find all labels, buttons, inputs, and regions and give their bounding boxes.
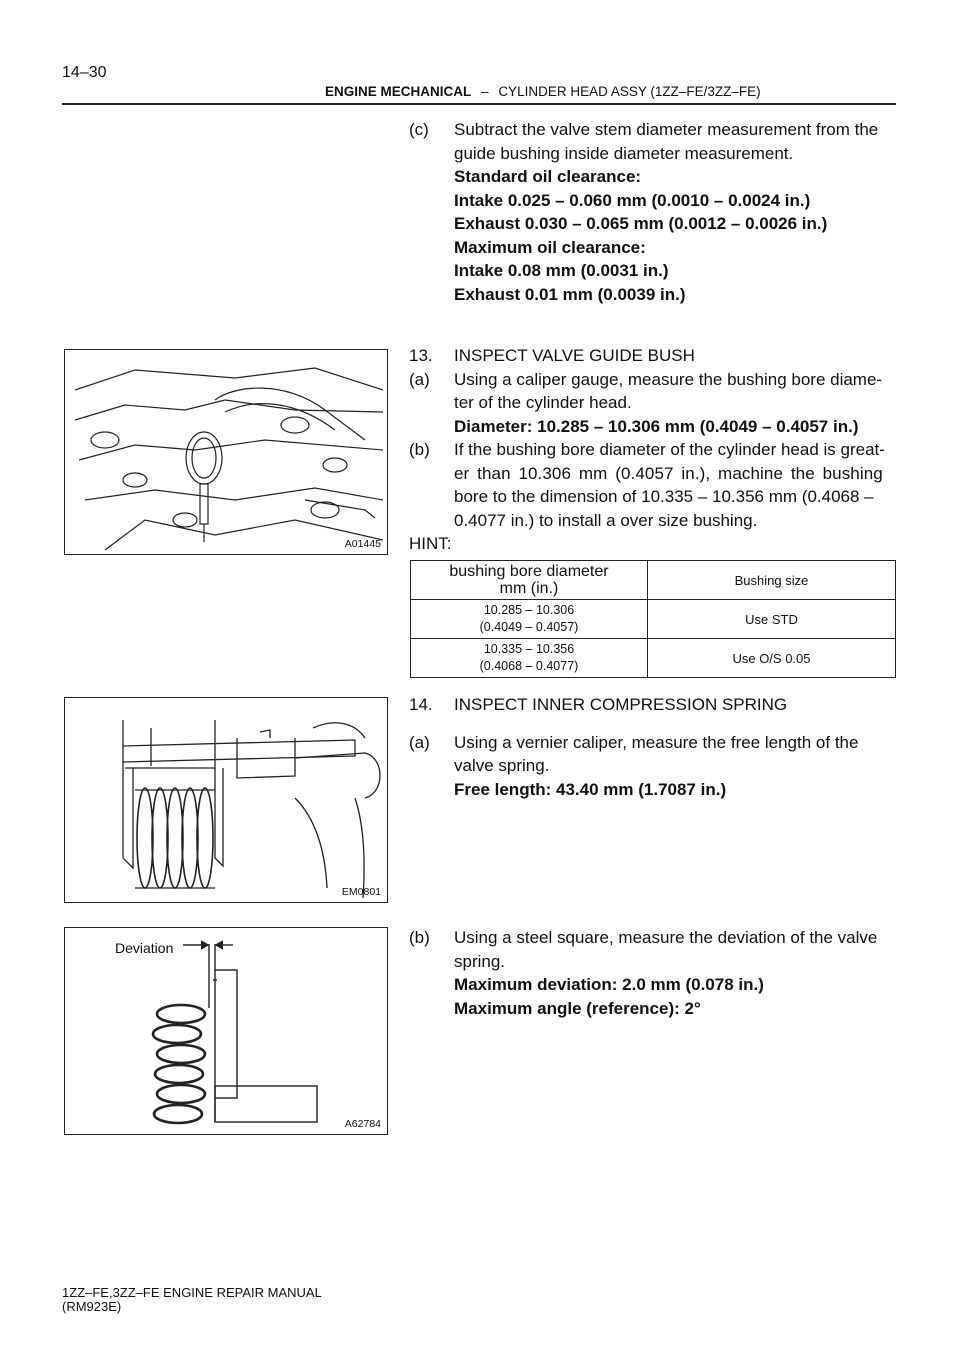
step-14b-text-1: Using a steel square, measure the deviation of the valve: [454, 928, 878, 947]
step-14b-label: (b): [409, 928, 430, 947]
bushing-size-table: [410, 560, 896, 678]
header-subsection: CYLINDER HEAD ASSY (1ZZ–FE/3ZZ–FE): [498, 84, 761, 99]
range-in: (0.4049 – 0.4057): [479, 620, 579, 634]
step-13a-spec: Diameter: 10.285 – 10.306 mm (0.4049 – 0.4057 in.): [454, 416, 859, 436]
running-header: [325, 84, 761, 99]
spec-max-intake: Intake 0.08 mm (0.0031 in.): [454, 261, 669, 280]
table-header-bore-line1: bushing bore diameter: [449, 563, 609, 580]
deviation-label: Deviation: [115, 940, 174, 956]
table-header-bore-line2: mm (in.): [499, 580, 559, 597]
range-mm: 10.335 – 10.356: [483, 642, 575, 656]
section-13-number: 13.: [409, 346, 433, 365]
step-14a-label: (a): [409, 732, 430, 752]
table-header-bore: [411, 561, 648, 600]
spec-standard-intake: Intake 0.025 – 0.060 mm (0.0010 – 0.0024 in.): [454, 190, 811, 210]
step-14b: [409, 926, 896, 1020]
section-14-title: INSPECT INNER COMPRESSION SPRING: [454, 695, 788, 714]
table-header-size: Bushing size: [648, 561, 896, 600]
step-14a-text-2: valve spring.: [454, 756, 550, 775]
step-13a-text-2: ter of the cylinder head.: [454, 393, 632, 412]
footer-manual-code: (RM923E): [62, 1299, 122, 1314]
header-section: ENGINE MECHANICAL: [325, 84, 472, 99]
step-13a-text-1: Using a caliper gauge, measure the bushing bore diame-: [454, 369, 883, 389]
step-13b-text-4: 0.4077 in.) to install a over size bushing.: [454, 510, 758, 530]
step-14a-spec: Free length: 43.40 mm (1.7087 in.): [454, 779, 727, 799]
step-14b-text-2: spring.: [454, 951, 506, 971]
section-14: [409, 693, 896, 801]
step-13b-text-3: bore to the dimension of 10.335 – 10.356 mm (0.4068 –: [454, 487, 874, 506]
figure-code-1: A01445: [344, 538, 381, 550]
step-13b-text-1: If the bushing bore diameter of the cylinder head is great-: [454, 440, 885, 459]
step-14a-text-1: Using a vernier caliper, measure the free length of the: [454, 732, 859, 752]
hint-label: HINT:: [409, 534, 452, 553]
figure-code-2: EM0801: [341, 886, 381, 898]
header-separator: –: [481, 84, 489, 99]
range-in: (0.4068 – 0.4077): [479, 659, 579, 673]
figure-caliper-gauge: [64, 349, 388, 555]
table-cell-size: Use O/S 0.05: [648, 639, 896, 678]
step-c-text-1: Subtract the valve stem diameter measurement from the: [454, 120, 879, 139]
step-14b-spec-2: Maximum angle (reference): 2°: [454, 998, 701, 1018]
step-13a-label: (a): [409, 369, 430, 389]
step-c: [409, 118, 896, 306]
figure-vernier-caliper: [64, 697, 388, 903]
steel-square-illustration: [65, 928, 387, 1134]
cylinder-head-illustration: [65, 350, 387, 554]
section-13-title: INSPECT VALVE GUIDE BUSH: [454, 346, 695, 365]
spec-max-exhaust: Exhaust 0.01 mm (0.0039 in.): [454, 284, 686, 304]
table-cell-range: [411, 600, 648, 639]
figure-steel-square: [64, 927, 388, 1135]
vernier-caliper-illustration: [65, 698, 387, 902]
section-14-number: 14.: [409, 695, 433, 714]
step-13b-text-2: er than 10.306 mm (0.4057 in.), machine the bushing: [454, 463, 883, 483]
table-row: [411, 600, 896, 639]
step-14b-spec-1: Maximum deviation: 2.0 mm (0.078 in.): [454, 975, 764, 994]
page-number: 14–30: [62, 64, 107, 81]
figure-code-3: A62784: [344, 1118, 381, 1130]
table-cell-range: [411, 639, 648, 678]
step-c-text-2: guide bushing inside diameter measurement.: [454, 143, 794, 163]
footer: [62, 1286, 322, 1314]
spec-standard-heading: Standard oil clearance:: [454, 167, 642, 186]
section-13: [409, 344, 896, 556]
table-row: [411, 639, 896, 678]
step-c-label: (c): [409, 120, 429, 139]
header-rule: [62, 103, 896, 105]
spec-max-heading: Maximum oil clearance:: [454, 237, 646, 257]
table-cell-size: Use STD: [648, 600, 896, 639]
range-mm: 10.285 – 10.306: [483, 603, 575, 617]
footer-manual-title: 1ZZ–FE,3ZZ–FE ENGINE REPAIR MANUAL: [62, 1285, 322, 1300]
step-13b-label: (b): [409, 440, 430, 459]
spec-standard-exhaust: Exhaust 0.030 – 0.065 mm (0.0012 – 0.0026 in.): [454, 214, 828, 233]
